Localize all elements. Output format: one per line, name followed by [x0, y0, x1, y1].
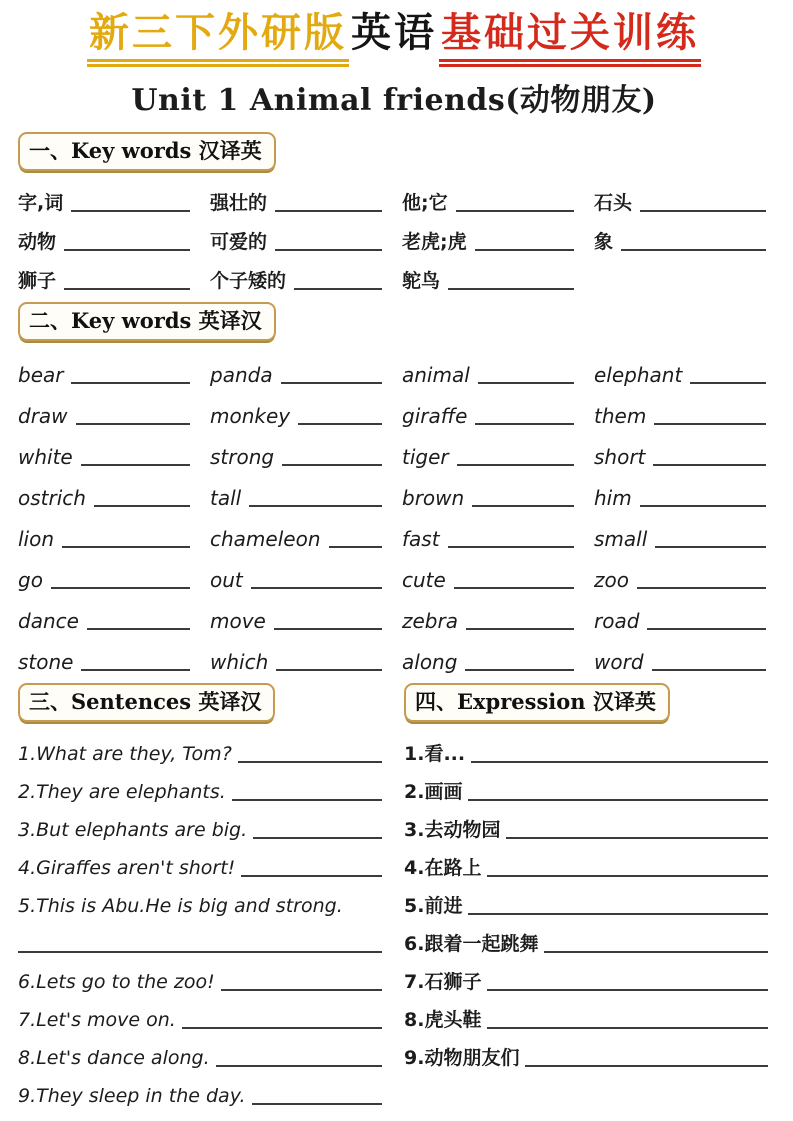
list-item — [404, 843, 770, 881]
word-label: which — [210, 650, 269, 674]
list-item — [404, 805, 770, 843]
answer-blank — [251, 587, 382, 589]
answer-blank — [621, 249, 766, 251]
list-item-text: 6.Lets go to the zoo! — [18, 971, 215, 994]
list-item — [404, 881, 770, 919]
word-label: out — [210, 568, 243, 592]
word-cell — [18, 592, 194, 633]
list-item — [18, 995, 384, 1033]
list-item-text: 5.This is Abu.He is big and strong. — [18, 895, 343, 918]
list-item-text: 3.去动物园 — [404, 819, 501, 842]
answer-blank — [478, 382, 574, 384]
answer-blank — [216, 1065, 382, 1067]
word-cell — [18, 469, 194, 510]
list-item-text: 8.虎头鞋 — [404, 1009, 482, 1032]
answer-blank — [653, 464, 766, 466]
word-cell — [210, 633, 386, 674]
title-part-drill: 基础过关训练 — [439, 10, 701, 67]
word-label: draw — [18, 404, 68, 428]
answer-blank — [71, 382, 190, 384]
list-item-text: 9.动物朋友们 — [404, 1047, 520, 1070]
answer-blank — [454, 587, 574, 589]
word-label: 动物 — [18, 231, 57, 254]
word-label: 他;它 — [402, 192, 448, 215]
expression-column — [404, 683, 770, 1109]
answer-blank — [468, 913, 768, 915]
key-words-en-grid — [18, 346, 770, 674]
answer-blank — [64, 288, 190, 290]
word-cell — [18, 254, 194, 293]
word-label: 字,词 — [18, 192, 64, 215]
answer-blank — [640, 505, 766, 507]
word-label: short — [594, 445, 646, 469]
word-label: 狮子 — [18, 270, 57, 293]
word-cell — [18, 215, 194, 254]
word-cell — [402, 387, 578, 428]
answer-blank — [81, 464, 190, 466]
word-label: elephant — [594, 363, 683, 387]
list-item — [18, 767, 384, 805]
word-label: word — [594, 650, 644, 674]
answer-blank — [329, 546, 383, 548]
answer-blank — [281, 382, 382, 384]
word-cell — [18, 510, 194, 551]
word-label: small — [594, 527, 648, 551]
word-label: panda — [210, 363, 273, 387]
list-item — [18, 805, 384, 843]
word-label: 石头 — [594, 192, 633, 215]
word-cell — [402, 254, 578, 293]
list-item-text: 4.在路上 — [404, 857, 482, 880]
answer-blank — [468, 799, 768, 801]
answer-blank — [448, 546, 574, 548]
word-cell — [594, 176, 770, 215]
word-cell — [210, 387, 386, 428]
word-label: cute — [402, 568, 446, 592]
answer-blank — [87, 628, 190, 630]
list-item-text: 9.They sleep in the day. — [18, 1085, 246, 1108]
answer-blank — [640, 210, 766, 212]
answer-blank — [690, 382, 766, 384]
word-label: stone — [18, 650, 74, 674]
word-cell — [18, 346, 194, 387]
answer-blank — [466, 628, 574, 630]
answer-blank — [221, 989, 382, 991]
answer-blank — [238, 761, 382, 763]
list-item — [404, 919, 770, 957]
word-cell — [402, 428, 578, 469]
word-label: 鸵鸟 — [402, 270, 441, 293]
answer-blank — [475, 249, 574, 251]
list-item-text: 7.Let's move on. — [18, 1009, 176, 1032]
word-label: chameleon — [210, 527, 321, 551]
word-label: giraffe — [402, 404, 468, 428]
word-cell — [402, 510, 578, 551]
word-cell — [210, 254, 386, 293]
list-item — [404, 729, 770, 767]
list-item — [18, 1071, 384, 1109]
word-label: road — [594, 609, 640, 633]
unit-subtitle: Unit 1 Animal friends(动物朋友) — [131, 83, 657, 118]
answer-blank — [51, 587, 190, 589]
answer-blank — [252, 1103, 383, 1105]
list-item-text: 6.跟着一起跳舞 — [404, 933, 539, 956]
answer-blank — [525, 1065, 768, 1067]
word-label: lion — [18, 527, 55, 551]
section-header-key-words-cn: 一、Key words 汉译英 — [18, 132, 276, 171]
word-cell — [402, 551, 578, 592]
word-label: move — [210, 609, 266, 633]
word-label: bear — [18, 363, 64, 387]
word-cell — [594, 346, 770, 387]
answer-blank — [487, 989, 768, 991]
word-cell — [210, 469, 386, 510]
list-item-text: 2.They are elephants. — [18, 781, 226, 804]
word-label: along — [402, 650, 458, 674]
word-cell — [594, 469, 770, 510]
list-item-text: 1.What are they, Tom? — [18, 743, 232, 766]
word-cell — [210, 510, 386, 551]
word-label: go — [18, 568, 43, 592]
word-cell — [594, 633, 770, 674]
word-cell — [402, 592, 578, 633]
word-label: dance — [18, 609, 79, 633]
list-item — [404, 995, 770, 1033]
title-part-edition: 新三下外研版 — [87, 10, 349, 67]
answer-blank — [282, 464, 382, 466]
answer-blank — [465, 669, 574, 671]
word-label: 强壮的 — [210, 192, 268, 215]
answer-blank — [94, 505, 190, 507]
word-label: tall — [210, 486, 242, 510]
answer-blank — [232, 799, 382, 801]
section-header-key-words-en: 二、Key words 英译汉 — [18, 302, 276, 341]
list-item — [404, 767, 770, 805]
answer-blank — [18, 951, 382, 953]
word-label: white — [18, 445, 73, 469]
answer-blank — [637, 587, 766, 589]
answer-blank — [241, 875, 382, 877]
list-item-text: 1.看... — [404, 743, 466, 766]
answer-blank — [182, 1027, 382, 1029]
word-cell — [18, 387, 194, 428]
word-cell — [18, 633, 194, 674]
sentences-column — [18, 683, 384, 1109]
answer-blank — [487, 1027, 768, 1029]
list-item-text: 4.Giraffes aren't short! — [18, 857, 236, 880]
list-item-text: 7.石狮子 — [404, 971, 482, 994]
word-label: 个子矮的 — [210, 270, 287, 293]
answer-blank — [81, 669, 190, 671]
word-cell — [402, 176, 578, 215]
answer-blank — [62, 546, 190, 548]
answer-blank — [275, 249, 382, 251]
list-item-text: 2.画画 — [404, 781, 463, 804]
word-cell — [402, 633, 578, 674]
word-label: 可爱的 — [210, 231, 268, 254]
word-cell — [402, 215, 578, 254]
answer-blank — [506, 837, 768, 839]
answer-blank — [655, 546, 766, 548]
answer-blank — [654, 423, 766, 425]
word-label: animal — [402, 363, 470, 387]
word-cell — [594, 428, 770, 469]
word-cell — [210, 592, 386, 633]
answer-blank — [647, 628, 766, 630]
word-label: fast — [402, 527, 440, 551]
page-title — [18, 10, 770, 67]
answer-blank — [456, 210, 574, 212]
list-item — [18, 1033, 384, 1071]
list-item — [18, 843, 384, 881]
answer-blank — [471, 761, 768, 763]
word-label: 老虎;虎 — [402, 231, 467, 254]
answer-blank — [457, 464, 574, 466]
list-item-text: 3.But elephants are big. — [18, 819, 248, 842]
word-label: strong — [210, 445, 275, 469]
list-item — [404, 1033, 770, 1071]
answer-blank — [275, 210, 382, 212]
expression-list — [404, 729, 770, 1071]
key-words-cn-grid — [18, 176, 770, 293]
word-cell — [210, 215, 386, 254]
word-cell — [210, 346, 386, 387]
word-cell — [210, 551, 386, 592]
answer-blank — [298, 423, 382, 425]
word-label: monkey — [210, 404, 291, 428]
word-cell — [402, 469, 578, 510]
section-header-expression: 四、Expression 汉译英 — [404, 683, 670, 722]
word-cell — [402, 346, 578, 387]
word-label: tiger — [402, 445, 449, 469]
word-cell — [210, 176, 386, 215]
word-cell — [594, 215, 770, 254]
word-label: them — [594, 404, 647, 428]
word-cell — [594, 592, 770, 633]
answer-blank — [76, 423, 190, 425]
list-item-text: 5.前进 — [404, 895, 463, 918]
answer-blank — [64, 249, 190, 251]
list-item — [404, 957, 770, 995]
list-item — [18, 957, 384, 995]
answer-blank — [475, 423, 574, 425]
word-label: 象 — [594, 231, 614, 254]
answer-blank — [294, 288, 382, 290]
word-cell — [594, 387, 770, 428]
answer-blank — [71, 210, 190, 212]
word-cell — [210, 428, 386, 469]
answer-blank — [448, 288, 574, 290]
answer-blank — [652, 669, 766, 671]
list-item-text: 8.Let's dance along. — [18, 1047, 210, 1070]
answer-blank — [487, 875, 768, 877]
list-item — [18, 729, 384, 767]
sentences-list — [18, 729, 384, 1109]
word-label: brown — [402, 486, 465, 510]
answer-blank — [472, 505, 574, 507]
list-item — [18, 881, 384, 919]
word-cell — [18, 428, 194, 469]
answer-blank — [253, 837, 382, 839]
word-cell — [18, 176, 194, 215]
word-cell — [594, 551, 770, 592]
word-label: zoo — [594, 568, 629, 592]
word-cell — [18, 551, 194, 592]
word-label: zebra — [402, 609, 458, 633]
word-label: ostrich — [18, 486, 86, 510]
answer-blank — [544, 951, 768, 953]
answer-blank — [276, 669, 382, 671]
answer-blank — [249, 505, 382, 507]
section-header-sentences: 三、Sentences 英译汉 — [18, 683, 275, 722]
title-part-subject: 英语 — [351, 9, 437, 56]
word-cell — [594, 510, 770, 551]
word-label: him — [594, 486, 632, 510]
bottom-columns — [18, 683, 770, 1109]
answer-blank-row — [18, 919, 384, 957]
answer-blank — [274, 628, 382, 630]
